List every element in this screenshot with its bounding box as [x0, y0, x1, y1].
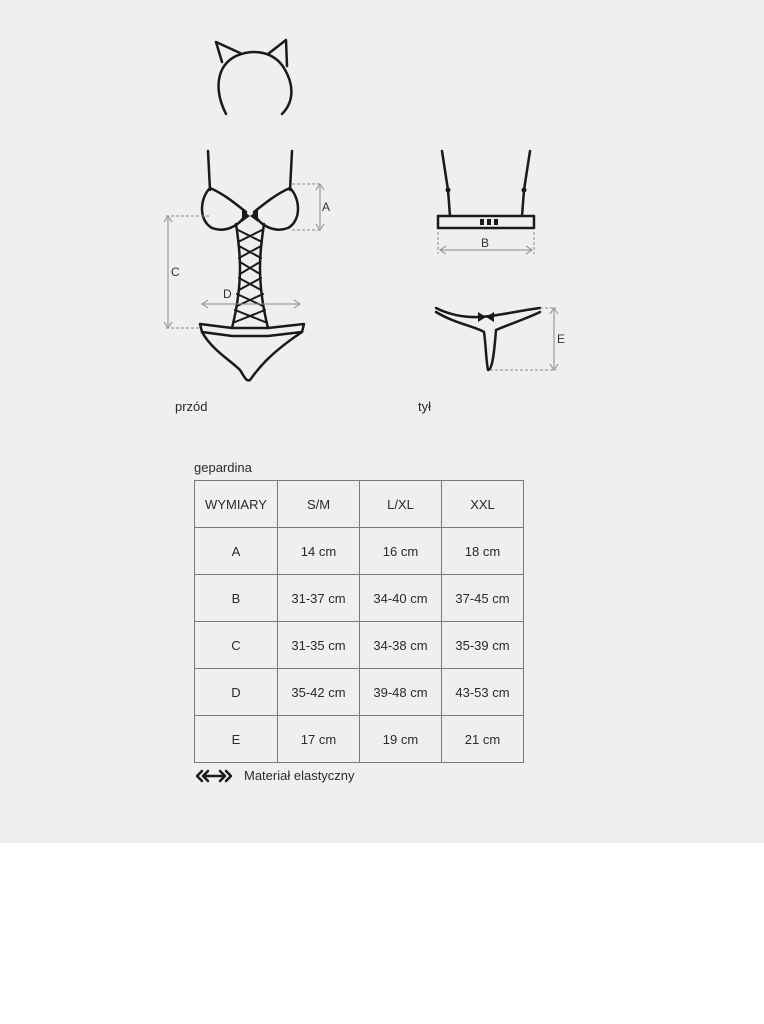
table-header-cell: XXL — [442, 481, 524, 528]
table-header-cell: L/XL — [360, 481, 442, 528]
cat-ears-headband-icon — [216, 40, 291, 114]
table-row — [195, 575, 524, 622]
table-cell: 18 cm — [442, 528, 524, 575]
table-title: gepardina — [194, 460, 252, 475]
table-cell: 35-39 cm — [442, 622, 524, 669]
size-table — [194, 480, 524, 763]
table-cell: D — [195, 669, 278, 716]
hook-closure-icon — [446, 188, 527, 226]
bow-icon — [242, 210, 258, 222]
table-cell: 17 cm — [278, 716, 360, 763]
table-row — [195, 669, 524, 716]
table-row — [195, 716, 524, 763]
back-view-label: tył — [418, 399, 431, 414]
table-cell: 35-42 cm — [278, 669, 360, 716]
table-cell: 43-53 cm — [442, 669, 524, 716]
table-cell: 39-48 cm — [360, 669, 442, 716]
table-cell: 37-45 cm — [442, 575, 524, 622]
table-cell: 34-38 cm — [360, 622, 442, 669]
table-header-cell: S/M — [278, 481, 360, 528]
dimension-letter-d: D — [223, 287, 232, 301]
table-cell: 14 cm — [278, 528, 360, 575]
front-view-label: przód — [175, 399, 208, 414]
dimension-letter-e: E — [557, 332, 566, 346]
elastic-arrows-icon — [194, 769, 234, 783]
bra-back-drawing — [438, 151, 534, 228]
dimension-letter-c: C — [171, 265, 180, 279]
legend-text: Materiał elastyczny — [244, 768, 355, 783]
table-cell: A — [195, 528, 278, 575]
table-cell: 21 cm — [442, 716, 524, 763]
table-header-cell: WYMIARY — [195, 481, 278, 528]
thong-dimension-lines — [490, 308, 558, 370]
dimension-letter-b: B — [481, 236, 490, 250]
table-cell: 34-40 cm — [360, 575, 442, 622]
table-header-row — [195, 481, 524, 528]
table-row — [195, 622, 524, 669]
bodysuit-front-drawing — [200, 151, 304, 380]
table-cell: B — [195, 575, 278, 622]
table-cell: E — [195, 716, 278, 763]
thong-bow-icon — [478, 312, 494, 322]
table-cell: 16 cm — [360, 528, 442, 575]
table-cell: 19 cm — [360, 716, 442, 763]
dimension-letter-a: A — [322, 200, 331, 214]
table-cell: C — [195, 622, 278, 669]
table-cell: 31-35 cm — [278, 622, 360, 669]
table-row — [195, 528, 524, 575]
legend — [194, 768, 355, 783]
table-cell: 31-37 cm — [278, 575, 360, 622]
